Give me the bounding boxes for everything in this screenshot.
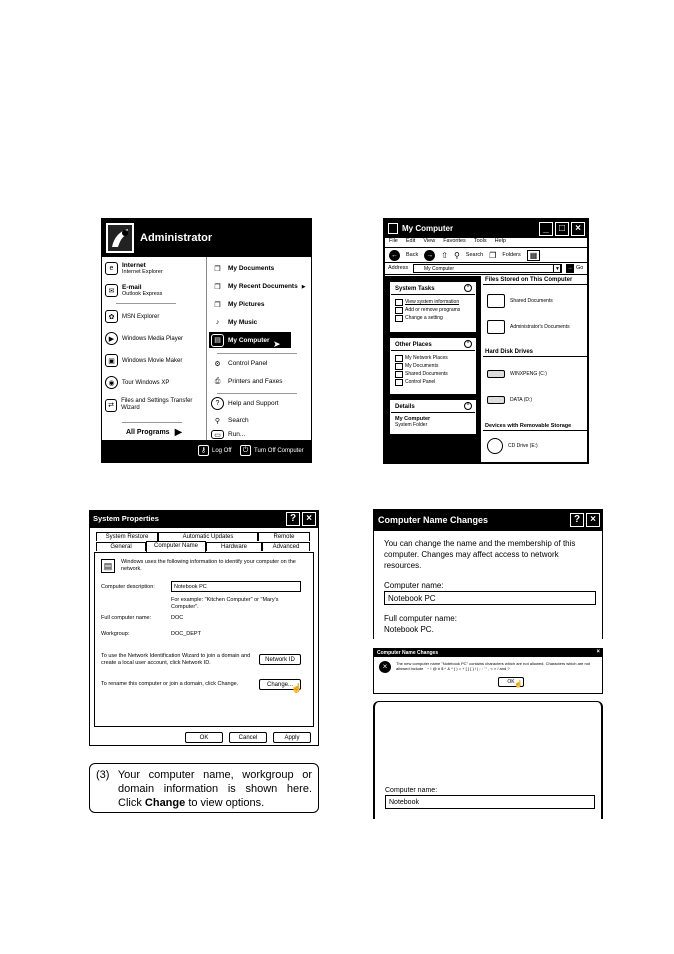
arrow-right-icon: ▶ xyxy=(301,283,306,290)
search-button[interactable]: Search xyxy=(465,252,484,258)
collapse-icon[interactable]: ⌃ xyxy=(465,403,471,409)
item-label: Search xyxy=(228,417,249,424)
computer-name-label: Computer name: xyxy=(384,581,444,590)
start-item-control-panel[interactable] xyxy=(211,357,267,370)
item-label: DATA (D:) xyxy=(510,397,533,403)
control-panel-icon: ⚙ xyxy=(214,360,221,368)
description-value: Notebook PC xyxy=(174,584,207,590)
start-item-internet[interactable] xyxy=(105,262,163,275)
tab-general[interactable]: General xyxy=(96,542,146,551)
task-pane xyxy=(385,276,481,462)
start-item-printers[interactable] xyxy=(211,375,283,388)
internet-explorer-icon: e xyxy=(105,262,118,275)
item-title: Internet xyxy=(122,262,146,269)
menu-favorites[interactable]: Favorites xyxy=(443,238,466,244)
network-id-button[interactable]: Network ID xyxy=(259,654,301,665)
start-item-tour[interactable] xyxy=(105,376,169,389)
separator xyxy=(116,303,176,304)
cd-drive-icon xyxy=(487,438,503,454)
computer-name-tab-panel xyxy=(94,552,314,727)
title-bar[interactable] xyxy=(374,649,602,657)
item-label: Windows Media Player xyxy=(122,335,184,342)
go-arrow-icon[interactable]: → xyxy=(567,265,573,271)
tab-hardware[interactable]: Hardware xyxy=(206,542,262,551)
close-button[interactable]: × xyxy=(302,512,316,526)
address-dropdown-icon[interactable]: ▼ xyxy=(553,264,562,273)
place-my-documents[interactable]: My Documents xyxy=(391,362,475,370)
item-label: Shared Documents xyxy=(510,298,553,304)
shared-documents-item[interactable] xyxy=(487,294,553,308)
item-label: My Documents xyxy=(228,265,275,272)
rename-text: To rename this computer or join a domain, click Change. xyxy=(101,681,239,687)
intro-text: Windows uses the following information to identify your computer on the network. xyxy=(121,559,296,572)
item-subtitle: Outlook Express xyxy=(122,291,163,297)
maximize-button[interactable]: □ xyxy=(555,222,569,236)
title-bar[interactable] xyxy=(90,511,318,528)
close-button[interactable]: × xyxy=(586,513,600,527)
start-item-media-player[interactable] xyxy=(105,332,183,345)
task-change-setting[interactable]: Change a setting xyxy=(391,314,475,322)
transfer-wizard-icon: ⇄ xyxy=(105,399,117,412)
address-input[interactable] xyxy=(413,264,561,273)
step-number: (3) xyxy=(96,769,110,781)
menu-help[interactable]: Help xyxy=(494,238,506,244)
caption-end: to view options. xyxy=(188,797,265,809)
separator xyxy=(122,422,182,423)
computer-name-input[interactable] xyxy=(384,591,596,605)
full-name-value: DOC xyxy=(171,615,184,621)
details-name: My Computer xyxy=(395,416,431,422)
hdd-section-header: Hard Disk Drives xyxy=(483,348,587,357)
details-box xyxy=(390,400,476,434)
turn-off-label: Turn Off Computer xyxy=(254,447,304,454)
my-computer-window xyxy=(383,218,589,464)
other-places-header[interactable] xyxy=(391,339,475,351)
folder-icon: ❒ xyxy=(214,265,221,273)
files-section-header: Files Stored on This Computer xyxy=(483,276,587,285)
back-button[interactable]: Back xyxy=(406,252,419,258)
computer-name-changes-corrected xyxy=(373,701,603,819)
window-title: My Computer xyxy=(402,224,454,233)
wizard-text: To use the Network Identification Wizard to join a domain and create a local user account, click Network ID. xyxy=(101,653,251,666)
turn-off-button[interactable] xyxy=(240,445,304,456)
folder-icon: ♪ xyxy=(215,319,220,326)
section-title: Details xyxy=(395,404,415,410)
item-label: Control Panel xyxy=(228,360,268,367)
section-title: System Tasks xyxy=(395,286,435,292)
system-properties-dialog xyxy=(89,510,319,746)
start-menu-footer xyxy=(102,440,311,462)
all-programs-button[interactable] xyxy=(126,427,182,438)
start-item-my-pictures[interactable] xyxy=(211,298,265,311)
tab-automatic-updates[interactable]: Automatic Updates xyxy=(158,532,258,541)
caption-text xyxy=(96,768,312,810)
user-name: Administrator xyxy=(140,232,213,244)
computer-name-input[interactable] xyxy=(385,795,595,809)
item-label: My Computer xyxy=(228,336,270,344)
computer-name-label: Computer name: xyxy=(385,787,438,794)
dialog-title: Computer Name Changes xyxy=(378,515,489,525)
start-menu-left-column xyxy=(102,257,206,442)
close-button[interactable]: × xyxy=(571,222,585,236)
drive-c-item[interactable] xyxy=(487,370,547,378)
help-button[interactable]: ? xyxy=(286,512,300,526)
mouse-cursor-icon: ➤ xyxy=(273,339,281,349)
item-title: E-mail xyxy=(122,284,142,291)
dialog-title: System Properties xyxy=(93,514,159,523)
apply-button[interactable]: Apply xyxy=(273,732,311,743)
search-icon: ⚲ xyxy=(214,417,221,425)
place-shared-documents[interactable]: Shared Documents xyxy=(391,370,475,378)
place-control-panel[interactable]: Control Panel xyxy=(391,378,475,386)
workgroup-label: Workgroup: xyxy=(101,631,130,637)
menu-tools[interactable]: Tools xyxy=(473,238,487,244)
computer-name-value: Notebook xyxy=(389,799,419,806)
start-item-my-music[interactable] xyxy=(211,316,257,329)
full-name-value: Notebook PC. xyxy=(384,625,434,634)
error-icon: × xyxy=(379,661,391,673)
collapse-icon[interactable]: ⌃ xyxy=(465,341,471,347)
caption-emphasis: Change xyxy=(144,797,186,809)
item-label: My Music xyxy=(228,319,258,326)
tour-icon: ◉ xyxy=(105,376,118,389)
dialog-title: Computer Name Changes xyxy=(377,650,439,656)
help-icon: ? xyxy=(211,397,224,410)
tab-advanced[interactable]: Advanced xyxy=(262,542,310,551)
separator xyxy=(217,393,297,394)
folder-icon: ❒ xyxy=(214,283,221,291)
address-value: My Computer xyxy=(424,266,455,272)
error-dialog xyxy=(373,648,603,694)
forward-arrow-icon[interactable]: → xyxy=(426,251,434,259)
admin-documents-item[interactable] xyxy=(487,320,570,334)
msn-icon: ✿ xyxy=(105,310,118,323)
item-label: My Pictures xyxy=(228,301,265,308)
back-arrow-icon[interactable]: ← xyxy=(391,251,398,259)
hard-drive-icon xyxy=(487,396,505,404)
movie-maker-icon: ▣ xyxy=(105,354,118,367)
tab-computer-name[interactable]: Computer Name xyxy=(146,541,206,552)
item-label: Windows Movie Maker xyxy=(122,357,183,364)
outlook-express-icon: ✉ xyxy=(105,284,118,297)
computer-name-value: Notebook PC xyxy=(388,594,436,603)
computer-icon: ▤ xyxy=(211,334,224,347)
cancel-button[interactable]: Cancel xyxy=(229,732,267,743)
separator xyxy=(217,353,297,354)
other-places-box xyxy=(390,338,476,394)
run-icon: ▭ xyxy=(211,430,224,439)
folders-button[interactable]: Folders xyxy=(502,252,521,258)
menu-file[interactable]: File xyxy=(389,238,398,244)
close-button[interactable]: × xyxy=(596,649,600,655)
item-label: MSN Explorer xyxy=(122,313,160,320)
ok-button[interactable]: OK xyxy=(498,677,524,687)
task-view-system-info[interactable]: View system information xyxy=(391,298,475,306)
menu-view[interactable]: View xyxy=(423,238,436,244)
minimize-button[interactable]: _ xyxy=(539,222,553,236)
key-icon: ⚷ xyxy=(198,445,209,456)
all-programs-label: All Programs xyxy=(126,429,170,436)
caption-main: Your computer name, workgroup or domain information is shown here. Click xyxy=(117,769,313,809)
workgroup-value: DOC_DEPT xyxy=(171,631,201,637)
start-item-email[interactable] xyxy=(105,284,162,297)
address-bar xyxy=(385,263,587,275)
computer-icon xyxy=(388,223,398,234)
arrow-right-icon: ▶ xyxy=(174,427,183,438)
item-label: Help and Support xyxy=(228,400,279,407)
item-label: Printers and Faxes xyxy=(228,378,283,385)
change-button[interactable]: Change... xyxy=(259,679,301,690)
start-item-my-documents[interactable] xyxy=(211,262,274,275)
computer-network-icon: ▤ xyxy=(101,559,115,573)
error-message: The new computer name "Notebook PC" contains characters which are not allowed. Characters which are not allowed include ` ~ ! @ # $ ^ & * ( ) = + [ ] { } \ | ; : ' " , < > / and ? xyxy=(396,661,591,671)
power-icon: ⏻ xyxy=(240,445,251,456)
start-menu xyxy=(101,218,312,463)
folder-icon: ❒ xyxy=(214,301,221,309)
ok-button[interactable]: OK xyxy=(185,732,223,743)
hand-cursor-icon: ☝ xyxy=(514,681,523,688)
full-name-label: Full computer name: xyxy=(101,615,152,621)
computer-description-input[interactable] xyxy=(171,581,301,592)
start-item-transfer-wizard[interactable] xyxy=(105,398,205,412)
item-label: CD Drive (E:) xyxy=(508,443,538,449)
system-tasks-header[interactable] xyxy=(391,283,475,295)
task-add-remove-programs[interactable]: Add or remove programs xyxy=(391,306,475,314)
item-label: Files and Settings Transfer Wizard xyxy=(121,398,193,411)
item-label: Tour Windows XP xyxy=(122,379,170,386)
start-item-help[interactable] xyxy=(211,397,279,410)
toolbar xyxy=(385,248,587,263)
cd-drive-item[interactable] xyxy=(487,438,538,454)
item-label: Run... xyxy=(228,431,246,438)
item-label: Administrator's Documents xyxy=(510,324,570,330)
intro-text: You can change the name and the membership of this computer. Changes may affect access to network resources. xyxy=(384,539,576,570)
full-name-label: Full computer name: xyxy=(384,614,457,623)
description-label: Computer description: xyxy=(101,584,155,590)
hard-drive-icon xyxy=(487,370,505,378)
collapse-icon[interactable]: ⌃ xyxy=(465,285,471,291)
start-menu-right-column xyxy=(206,257,312,442)
item-label: My Recent Documents xyxy=(228,283,298,290)
address-label: Address xyxy=(388,265,409,271)
example-text: For example: "Kitchen Computer" or "Mary's Computer". xyxy=(171,597,279,610)
start-item-recent-documents[interactable] xyxy=(211,280,306,293)
media-player-icon: ▶ xyxy=(105,332,118,345)
details-header[interactable] xyxy=(391,401,475,413)
menu-edit[interactable]: Edit xyxy=(405,238,416,244)
help-button[interactable]: ? xyxy=(570,513,584,527)
tab-system-restore[interactable]: System Restore xyxy=(96,532,158,541)
tab-remote[interactable]: Remote xyxy=(258,532,310,541)
item-subtitle: Internet Explorer xyxy=(122,269,163,275)
system-tasks-box xyxy=(390,282,476,332)
printer-icon: ⎙ xyxy=(214,377,221,385)
up-folder-icon[interactable]: ⇧ xyxy=(441,250,448,260)
folders-icon: ❐ xyxy=(489,250,497,260)
user-avatar[interactable] xyxy=(106,223,134,253)
title-bar[interactable] xyxy=(385,220,587,238)
start-item-search[interactable] xyxy=(211,414,249,427)
views-icon[interactable]: ▦ xyxy=(527,250,541,261)
start-item-msn[interactable] xyxy=(105,310,159,323)
computer-name-changes-dialog xyxy=(373,509,603,639)
removable-section-header: Devices with Removable Storage xyxy=(483,422,587,431)
content-pane xyxy=(483,276,587,462)
log-off-label: Log Off xyxy=(212,447,232,454)
section-title: Other Places xyxy=(395,342,432,348)
hand-cursor-icon: ☝ xyxy=(291,683,303,693)
item-label: WINXPENG (C:) xyxy=(510,371,547,377)
place-network[interactable]: My Network Places xyxy=(391,354,475,362)
start-item-run[interactable] xyxy=(211,430,245,439)
drive-d-item[interactable] xyxy=(487,396,532,404)
log-off-button[interactable] xyxy=(198,445,232,456)
title-bar[interactable] xyxy=(374,510,602,531)
instruction-caption xyxy=(89,763,319,813)
details-type: System Folder xyxy=(395,422,428,428)
menu-bar xyxy=(385,238,587,248)
search-icon: ⚲ xyxy=(453,250,460,260)
start-menu-header xyxy=(102,219,311,257)
go-button[interactable]: Go xyxy=(576,265,584,271)
folder-icon xyxy=(487,294,505,308)
start-item-movie-maker[interactable] xyxy=(105,354,182,367)
folder-icon xyxy=(487,320,505,334)
